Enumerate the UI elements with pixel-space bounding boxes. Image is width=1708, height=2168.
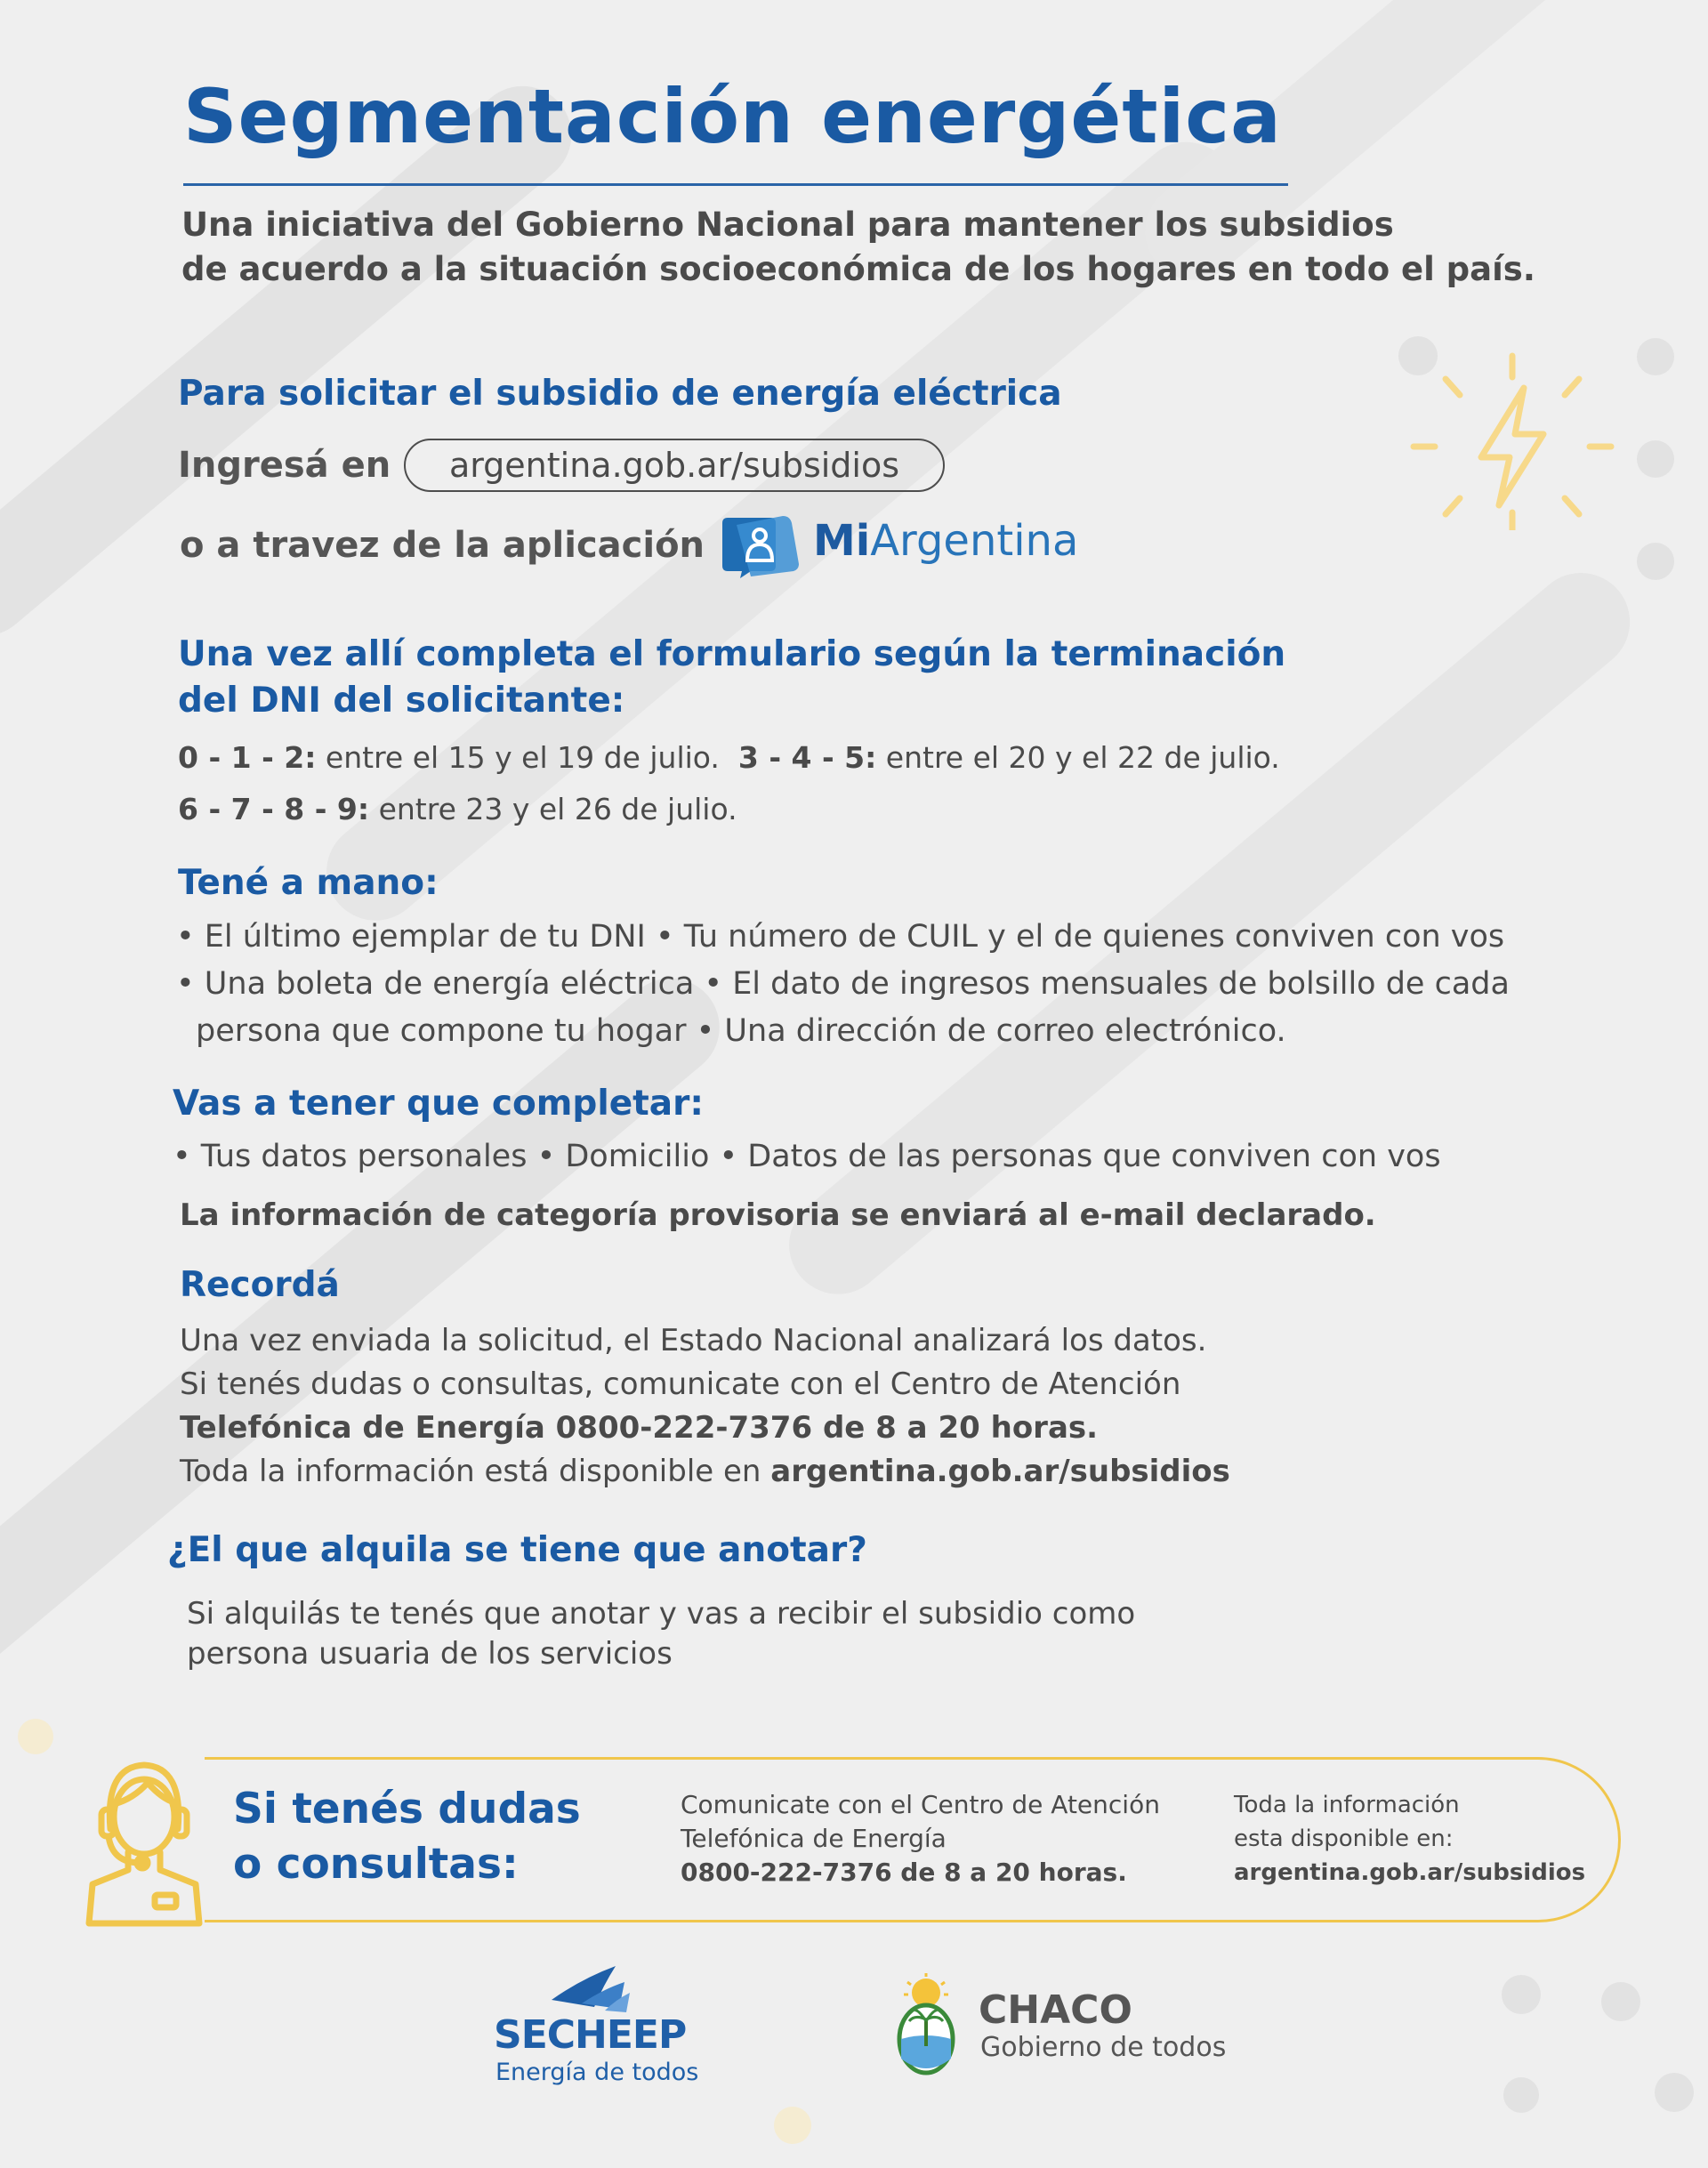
mi-argentina-app-icon[interactable] [715, 514, 804, 578]
intro-text [181, 203, 1640, 292]
dni-schedule-line-2 [178, 792, 737, 826]
contact-phone-number[interactable]: 0800-222-7376 de 8 a 20 horas. [681, 1858, 1127, 1887]
alquila-line-2: persona usuaria de los servicios [187, 1636, 673, 1672]
intro-line-1: Una iniciativa del Gobierno Nacional para mantener los subsidios [181, 206, 1394, 244]
tene-a-mano-line-1: • El último ejemplar de tu DNI • Tu número de CUIL y el de quienes conviven con vos [176, 919, 1505, 955]
formulario-heading-line-2: del DNI del solicitante: [178, 681, 625, 721]
contact-heading [233, 1782, 581, 1892]
title-underline [183, 183, 1288, 186]
lightning-bolt-icon [1410, 352, 1615, 530]
call-center-agent-icon [82, 1753, 206, 1927]
alquila-text [187, 1594, 1135, 1674]
contact-right-line-2: esta disponible en: [1234, 1825, 1454, 1852]
contact-mid-line-1: Comunicate con el Centro de Atención [681, 1790, 1160, 1819]
contact-heading-line-2: o consultas: [233, 1840, 519, 1889]
dni-schedule-line-1 [178, 740, 1280, 775]
recorda-line-3: Telefónica de Energía 0800-222-7376 de 8 a 20 horas. [180, 1410, 1099, 1446]
tene-a-mano-line-3: persona que compone tu hogar • Una dirección de correo electrónico. [196, 1013, 1286, 1049]
tene-a-mano-heading: Tené a mano: [178, 863, 439, 903]
contact-right-line-1: Toda la información [1234, 1792, 1460, 1818]
dni-group-2-digits: 3 - 4 - 5: [737, 740, 877, 775]
app-prefix-label: o a travez de la aplicación [180, 525, 705, 566]
mi-argentina-app-name [813, 516, 1078, 566]
dni-group-3-digits: 6 - 7 - 8 - 9: [178, 792, 370, 826]
recorda-line-4-prefix: Toda la información está disponible en [180, 1454, 771, 1489]
tene-a-mano-line-2: • Una boleta de energía eléctrica • El dato de ingresos mensuales de bolsillo de cada [176, 966, 1510, 1002]
intro-line-2: de acuerdo a la situación socioeconómica de los hogares en todo el país. [181, 250, 1535, 288]
solicitar-heading: Para solicitar el subsidio de energía eléctrica [178, 374, 1062, 414]
dni-group-1-digits: 0 - 1 - 2: [178, 740, 317, 775]
contact-web-url[interactable]: argentina.gob.ar/subsidios [1234, 1859, 1586, 1886]
completar-line-1: • Tus datos personales • Domicilio • Datos de las personas que conviven con vos [173, 1139, 1441, 1174]
chaco-tagline: Gobierno de todos [980, 2032, 1227, 2063]
mi-argentina-app-name-rest: Argentina [870, 516, 1079, 566]
recorda-text [180, 1319, 1230, 1494]
mi-argentina-app-name-mi: Mi [813, 516, 871, 566]
contact-phone-info [681, 1788, 1160, 1890]
recorda-line-2: Si tenés dudas o consultas, comunicate con el Centro de Atención [180, 1366, 1181, 1402]
secheep-tagline: Energía de todos [495, 2059, 699, 2086]
ingresa-label: Ingresá en [178, 445, 391, 486]
categoria-note: La información de categoría provisoria se enviará al e-mail declarado. [180, 1197, 1376, 1233]
formulario-heading-line-1: Una vez allí completa el formulario según la terminación [178, 634, 1286, 674]
dni-group-2-dates: entre el 20 y el 22 de julio. [876, 740, 1280, 775]
dni-group-1-dates: entre el 15 y el 19 de julio. [316, 740, 720, 775]
secheep-name: SECHEEP [494, 2012, 687, 2058]
page-title: Segmentación energética [183, 73, 1282, 160]
contact-web-info [1234, 1788, 1585, 1890]
chaco-seal-logo [888, 1973, 964, 2080]
formulario-heading [178, 632, 1285, 724]
recorda-line-1: Una vez enviada la solicitud, el Estado Nacional analizará los datos. [180, 1323, 1207, 1358]
dni-group-3-dates: entre 23 y el 26 de julio. [369, 792, 737, 826]
completar-heading: Vas a tener que completar: [173, 1084, 704, 1124]
alquila-heading: ¿El que alquila se tiene que anotar? [167, 1530, 867, 1570]
subsidios-url-link[interactable]: argentina.gob.ar/subsidios [404, 439, 945, 492]
recorda-heading: Recordá [180, 1265, 340, 1305]
alquila-line-1: Si alquilás te tenés que anotar y vas a recibir el subsidio como [187, 1596, 1136, 1632]
chaco-name: CHACO [979, 1987, 1132, 2033]
contact-mid-line-2: Telefónica de Energía [681, 1824, 947, 1853]
recorda-line-4-url[interactable]: argentina.gob.ar/subsidios [770, 1454, 1230, 1489]
contact-heading-line-1: Si tenés dudas [233, 1785, 581, 1834]
